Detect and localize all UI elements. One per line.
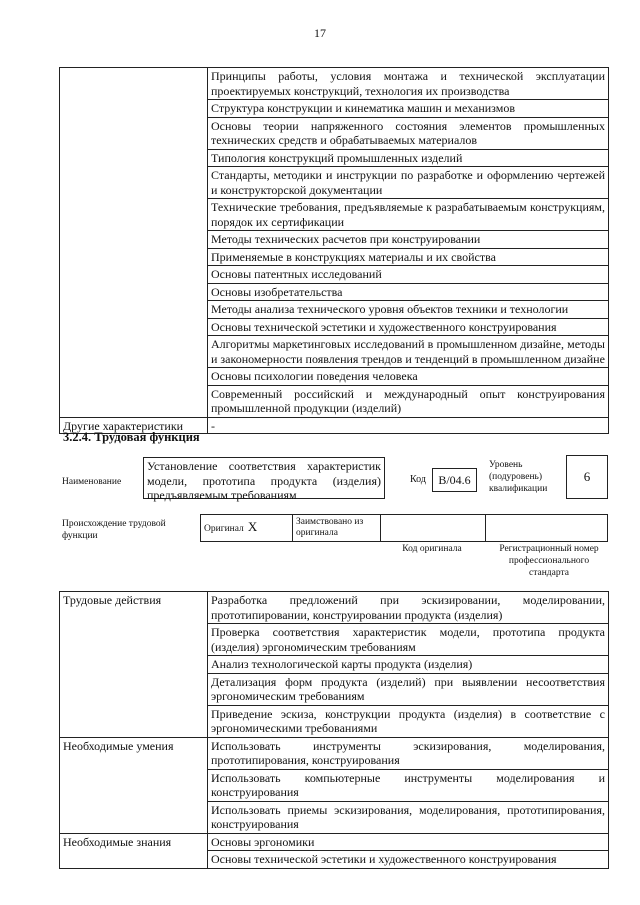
group-label: Трудовые действия bbox=[60, 592, 208, 738]
knowledge-item: Основы изобретательства bbox=[208, 283, 609, 301]
knowledge-item: Современный российский и международный опыт конструирования промышленной продукции (изделий) bbox=[208, 385, 609, 417]
function-row bbox=[60, 833, 609, 851]
knowledge-item: Типология конструкций промышленных изделий bbox=[208, 149, 609, 167]
function-name: Установление соответствия характеристик модели, прототипа продукта (изделия) предъявляемым требованиям bbox=[143, 457, 385, 499]
knowledge-item: Структура конструкции и кинематика машин и механизмов bbox=[208, 100, 609, 118]
knowledge-item: Принципы работы, условия монтажа и технической эксплуатации проектируемых конструкций, технология их производства bbox=[208, 68, 609, 100]
knowledge-item: Стандарты, методики и инструкции по разработке и оформлению чертежей и конструкторской документации bbox=[208, 167, 609, 199]
page-number: 17 bbox=[314, 26, 326, 40]
registration-number-cell bbox=[486, 515, 608, 542]
group-item: Приведение эскиза, конструкции продукта (изделия) в соответствие с эргономическими требованиями bbox=[208, 705, 609, 737]
knowledge-item: Основы психологии поведения человека bbox=[208, 368, 609, 386]
knowledge-item: Методы технических расчетов при конструировании bbox=[208, 231, 609, 249]
original-code-cell bbox=[381, 515, 486, 542]
code-label: Код bbox=[410, 474, 426, 485]
knowledge-row bbox=[60, 68, 609, 100]
level-label: Уровень (подуровень) квалификации bbox=[489, 460, 548, 494]
origin-label: Происхождение трудовой функции bbox=[62, 519, 166, 541]
original-cell bbox=[201, 515, 293, 542]
function-row bbox=[60, 592, 609, 624]
function-row bbox=[60, 737, 609, 769]
group-item: Анализ технологической карты продукта (изделия) bbox=[208, 656, 609, 674]
group-item: Проверка соответствия характеристик модели, прототипа продукта (изделия) эргономическим требованиям bbox=[208, 624, 609, 656]
knowledge-item: Основы патентных исследований bbox=[208, 266, 609, 284]
group-item: Использовать приемы эскизирования, моделирования, прототипирования, конструирования bbox=[208, 801, 609, 833]
knowledge-item: Алгоритмы маркетинговых исследований в промышленном дизайне, методы и закономерности появления трендов и тенденций в промышленном дизайне bbox=[208, 336, 609, 368]
group-item: Основы технической эстетики и художественного конструирования bbox=[208, 851, 609, 869]
section-heading: 3.2.4. Трудовая функция bbox=[63, 430, 200, 444]
group-item: Использовать компьютерные инструменты моделирования и конструирования bbox=[208, 769, 609, 801]
group-label: Необходимые знания bbox=[60, 833, 208, 868]
borrowed-cell: Заимствовано из оригинала bbox=[293, 515, 381, 542]
knowledge-item: Применяемые в конструкциях материалы и их свойства bbox=[208, 248, 609, 266]
group-item: Основы эргономики bbox=[208, 833, 609, 851]
group-item: Детализация форм продукта (изделий) при выявлении несоответствия эргономическим требованиям bbox=[208, 673, 609, 705]
registration-number-caption: Регистрационный номер профессионального стандарта bbox=[499, 544, 599, 578]
original-code-caption: Код оригинала bbox=[402, 544, 462, 554]
original-mark: X bbox=[247, 519, 258, 534]
origin-table bbox=[200, 514, 608, 542]
function-table bbox=[59, 591, 609, 869]
knowledge-item: Технические требования, предъявляемые к разрабатываемым конструкциям, порядок их сертификации bbox=[208, 199, 609, 231]
qualification-level: 6 bbox=[566, 455, 608, 499]
knowledge-table bbox=[59, 67, 609, 434]
knowledge-item: Методы анализа технического уровня объектов техники и технологии bbox=[208, 301, 609, 319]
other-characteristics-label: Другие характеристики bbox=[60, 417, 208, 434]
knowledge-item: Основы теории напряженного состояния элементов промышленных технических средств и обрабатываемых материалов bbox=[208, 117, 609, 149]
name-label: Наименование bbox=[62, 477, 122, 487]
knowledge-label-cell bbox=[60, 68, 208, 418]
group-item: Разработка предложений при эскизировании, моделировании, прототипировании, конструировании продукта (изделия) bbox=[208, 592, 609, 624]
function-code: B/04.6 bbox=[432, 468, 477, 492]
knowledge-item: Основы технической эстетики и художественного конструирования bbox=[208, 318, 609, 336]
group-label: Необходимые умения bbox=[60, 737, 208, 833]
original-label: Оригинал bbox=[204, 524, 244, 534]
group-item: Использовать инструменты эскизирования, моделирования, прототипирования, конструирования bbox=[208, 737, 609, 769]
other-characteristics-value: - bbox=[208, 417, 609, 434]
